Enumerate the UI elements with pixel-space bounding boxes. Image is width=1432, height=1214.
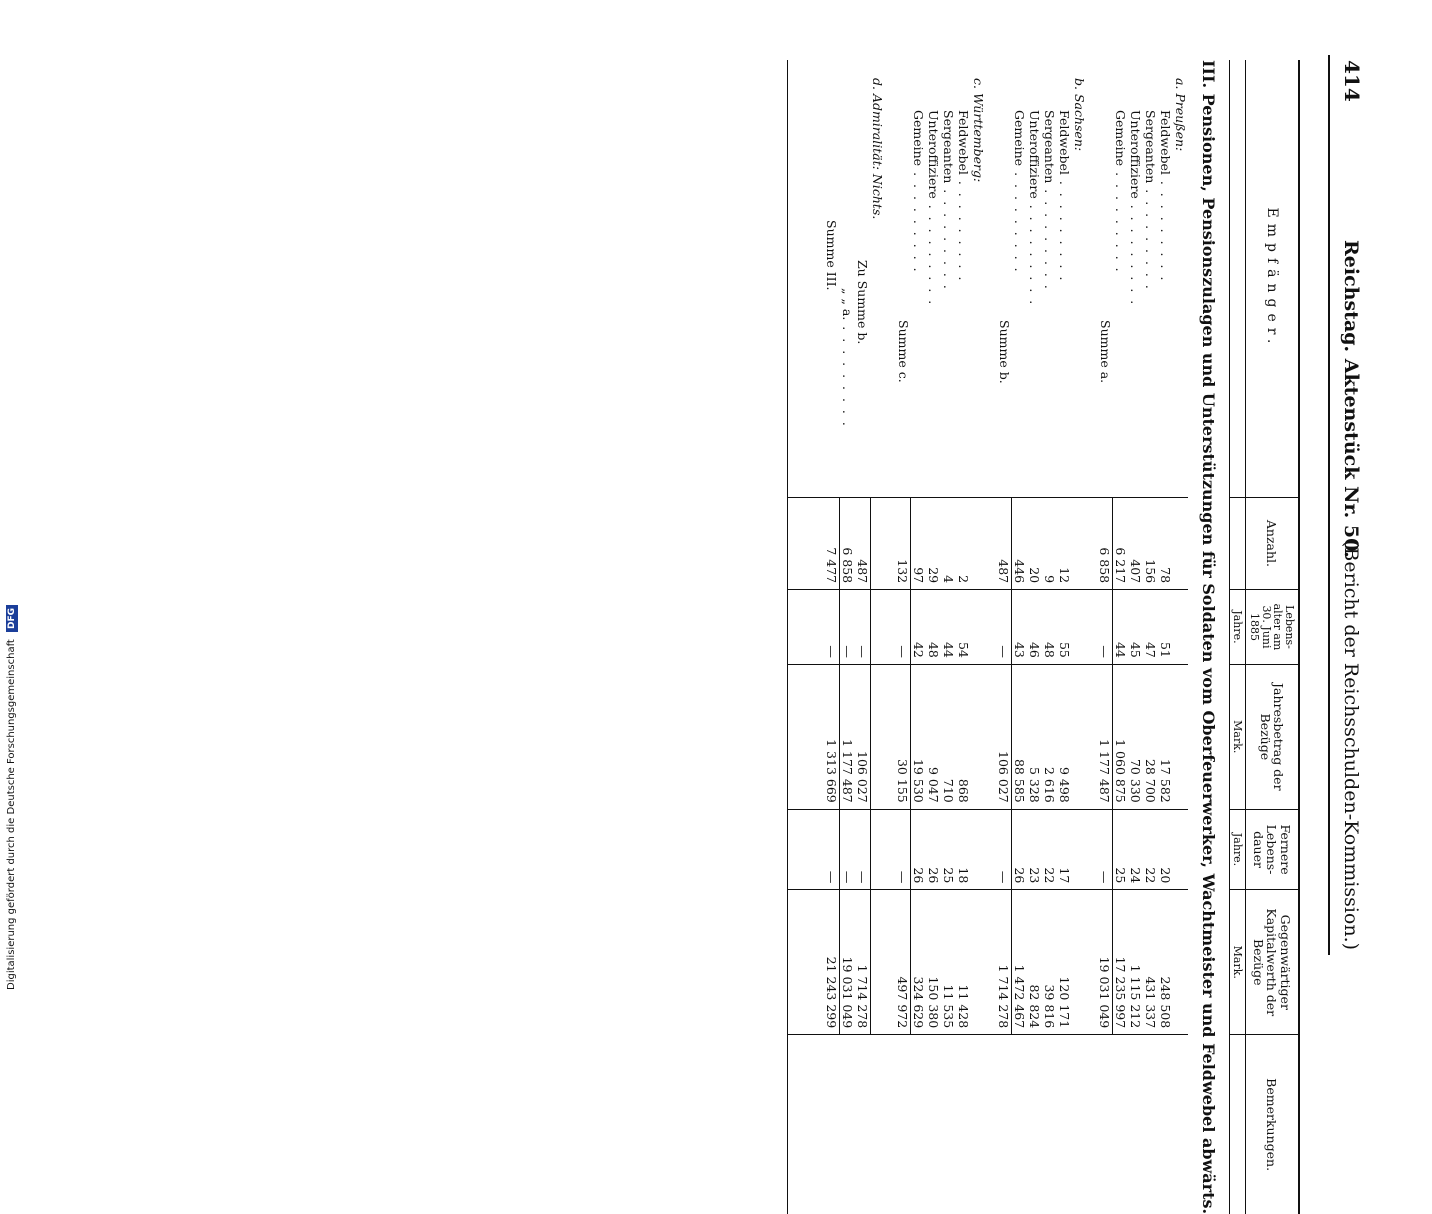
table-row: Gemeine . . . 97 42 19 530 26 324 629 [911,60,927,1214]
unit-lebensalter: Jahre. [1229,590,1245,665]
rotated-document [100,0,1380,1214]
col-header-lebensalter: Lebens-alter am 30. Juni 1885 [1245,590,1299,665]
table-row: Unteroffiziere . . . 407 45 70 330 24 1 115 212 [1128,60,1143,1214]
dfg-logo: DFG [6,605,18,632]
group-label-b: b. Sachsen: [1072,78,1088,152]
col-header-jahresbetrag: Jahresbetrag der Bezüge [1245,664,1299,809]
table-row: Sergeanten . . . 9 48 2 616 22 39 816 [1042,60,1057,1214]
table-row: Gemeine . . . 6 217 44 1 060 875 25 17 235 997 [1113,60,1129,1214]
digitization-footer [0,0,20,1000]
table-row: Feldwebel . . . 78 51 17 582 20 248 508 [1158,60,1173,1214]
sum-row-a: Summe a. 6 858 — 1 177 487 — 19 031 049 [1097,60,1113,1214]
group-label-d: d. Admiralität: Nichts. [870,78,886,220]
table-row: Feldwebel . . . 2 54 868 18 11 428 [956,60,971,1214]
col-header-kapitalwerth: Gegenwärtiger Kapitalwerth der Bezüge [1245,890,1299,1035]
table-row: Unteroffiziere . . . 20 46 5 328 23 82 824 [1027,60,1042,1214]
footer-text: Digitalisierung gefördert durch die Deutsche Forschungsgemeinschaft [6,639,17,990]
table-row: Gemeine . . . 446 43 88 585 26 1 472 467 [1012,60,1028,1214]
sum-row-total: Summe III. 7 477 — 1 313 669 — 21 243 299 [824,60,840,1214]
group-label-a: a. Preußen: [1173,78,1189,152]
sum-row-b: Summe b. 487 — 106 027 — 1 714 278 [996,60,1012,1214]
report-title: (Bericht der Reichsschulden-Kommission.) [1340,540,1362,951]
table-row: Sergeanten . . . 4 44 710 25 11 535 [941,60,956,1214]
col-header-bemerkungen: Bemerkungen. [1245,1035,1299,1214]
table-row: Feldwebel . . . 12 55 9 498 17 120 171 [1057,60,1072,1214]
section-title: III. Pensionen, Pensionszulagen und Unterstützungen für Soldaten vom Oberfeuerwerker, Wachtmeister und Feldwebel abwärts. [1198,60,1218,1214]
document-title: Reichstag. Aktenstück Nr. 50. [1340,240,1362,558]
group-label-c: c. Württemberg: [971,78,987,183]
col-header-empfaenger: Empfänger. [1245,60,1299,497]
sum-row-c: Summe c. 132 — 30 155 — 497 972 [895,60,911,1214]
table-row: Zu Summe b. 487 — 106 027 — 1 714 278 [855,60,871,1214]
unit-kapitalwerth: Mark. [1229,890,1245,1035]
unit-fernere: Jahre. [1229,809,1245,890]
page-number: 414 [1340,60,1364,102]
table-row: Sergeanten . . . 156 47 28 700 22 431 337 [1143,60,1158,1214]
table-row: Unteroffiziere . . . 29 48 9 047 26 150 380 [926,60,941,1214]
col-header-anzahl: Anzahl. [1245,497,1299,589]
pension-table [787,60,1300,1214]
col-header-fernere: Fernere Lebens-dauer [1245,809,1299,890]
page-header [1330,60,1370,951]
unit-jahresbetrag: Mark. [1229,664,1245,809]
table-row: „ „ a. . . . 6 858 — 1 177 487 — 19 031 049 [839,60,855,1214]
header-rule [1328,55,1330,955]
